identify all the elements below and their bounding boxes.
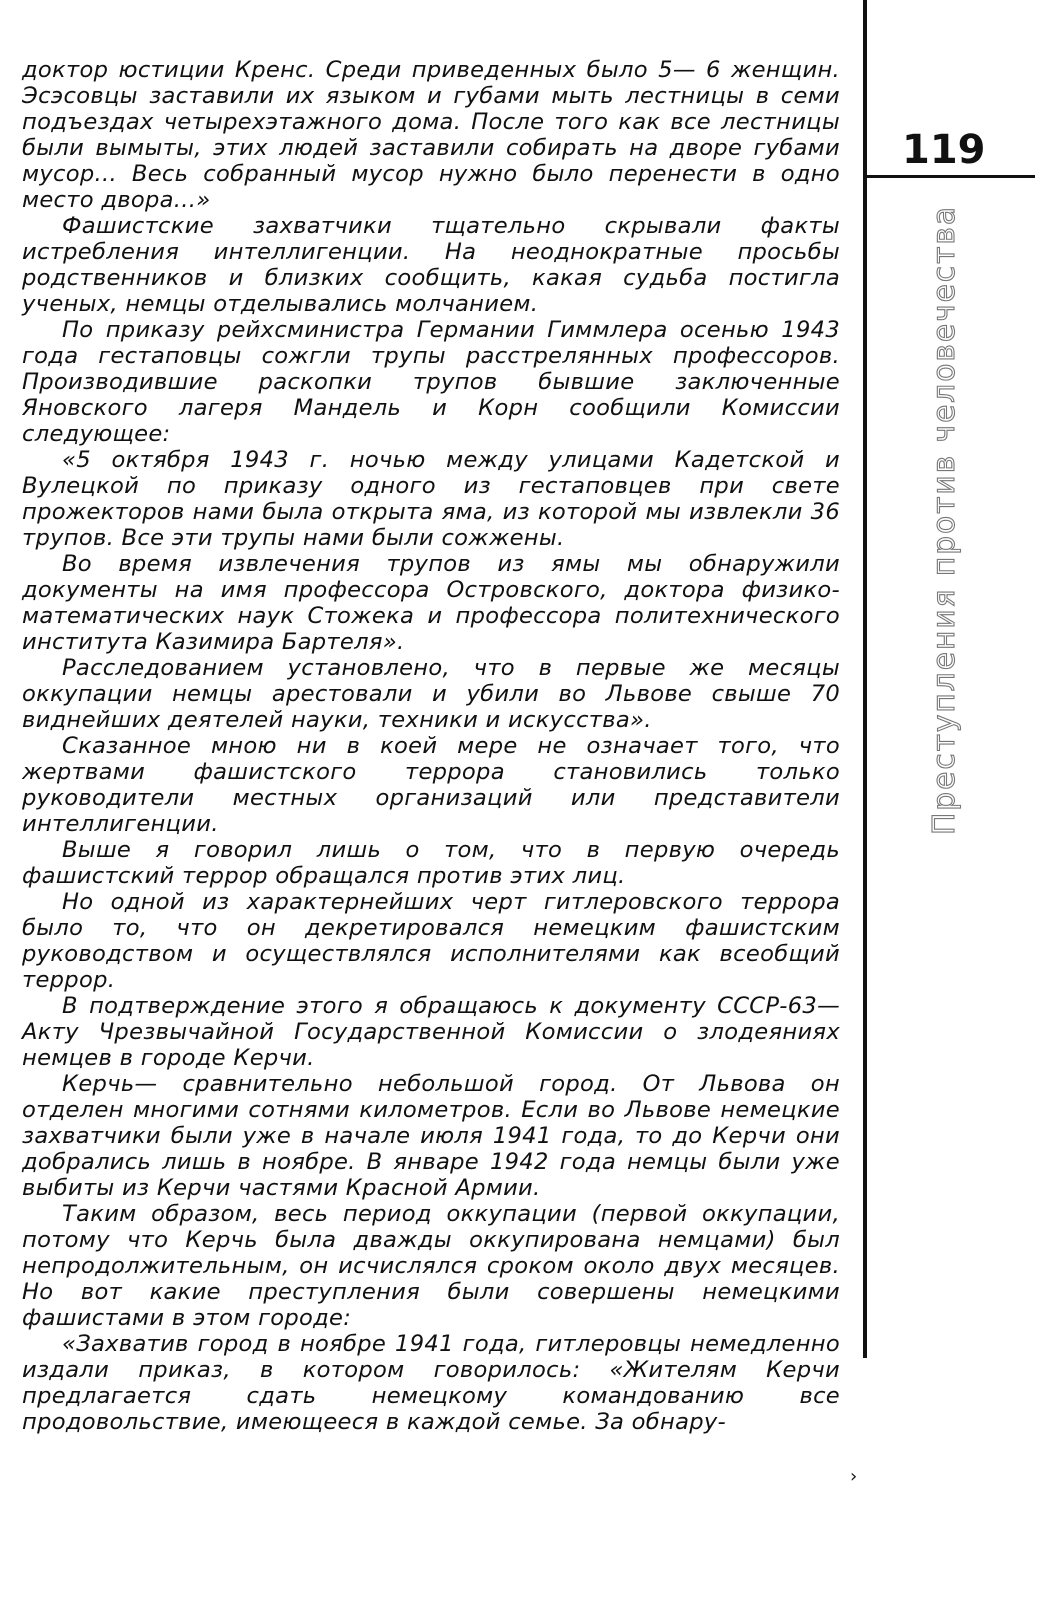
paragraph-12: Таким образом, весь период оккупации (первой оккупации, потому что Керчь была дважды оккупирована немцами) был непродолжительным, он исчислялся сроком около двух месяцев. Но вот какие преступления были совершены немецкими фашистами в этом городе:: [22, 1201, 840, 1331]
paragraph-7: Сказанное мною ни в коей мере не означает того, что жертвами фашистского террора становились только руководители местных организаций или представители интеллигенции.: [22, 733, 840, 837]
margin-horizontal-rule: [865, 175, 1035, 178]
continuation-mark: ›: [850, 1466, 858, 1487]
running-title-text: Преступления против человечества: [927, 198, 962, 835]
margin-vertical-rule: [863, 0, 867, 1358]
paragraph-5: Во время извлечения трупов из ямы мы обнаружили документы на имя профессора Островского, доктора физико-математических наук Стожека и профессора политехнического института Казимира Бартеля».: [22, 551, 840, 655]
body-text: [22, 57, 840, 1435]
paragraph-2: Фашистские захватчики тщательно скрывали факты истребления интеллигенции. На неоднократные просьбы родственников и близких сообщить, какая судьба постигла ученых, немцы отделывались молчанием.: [22, 213, 840, 317]
paragraph-1: доктор юстиции Кренс. Среди приведенных было 5— 6 женщин. Эсэсовцы заставили их языком и губами мыть лестницы в семи подъездах четырехэтажного дома. После того как все лестницы были вымыты, этих людей заставили собирать на дворе губами мусор... Весь собранный мусор нужно было перенести в одно место двора...»: [22, 57, 840, 213]
paragraph-10: В подтверждение этого я обращаюсь к документу СССР-63— Акту Чрезвычайной Государственной Комиссии о злодеяниях немцев в городе Керчи.: [22, 993, 840, 1071]
paragraph-4: «5 октября 1943 г. ночью между улицами Кадетской и Вулецкой по приказу одного из гестаповцев при свете прожекторов нами была открыта яма, из которой мы извлекли 36 трупов. Все эти трупы нами были сожжены.: [22, 447, 840, 551]
paragraph-6: Расследованием установлено, что в первые же месяцы оккупации немцы арестовали и убили во Львове свыше 70 виднейших деятелей науки, техники и искусства».: [22, 655, 840, 733]
paragraph-9: Но одной из характернейших черт гитлеровского террора было то, что он декретировался немецким фашистским руководством и осуществлялся исполнителями как всеобщий террор.: [22, 889, 840, 993]
paragraph-8: Выше я говорил лишь о том, что в первую очередь фашистский террор обращался против этих лиц.: [22, 837, 840, 889]
paragraph-11: Керчь— сравнительно небольшой город. От Львова он отделен многими сотнями километров. Если во Львове немецкие захватчики были уже в начале июля 1941 года, то до Керчи они добрались лишь в ноябре. В январе 1942 года немцы были уже выбиты из Керчи частями Красной Армии.: [22, 1071, 840, 1201]
running-title: [902, 195, 992, 845]
paragraph-13: «Захватив город в ноябре 1941 года, гитлеровцы немедленно издали приказ, в котором говорилось: «Жителям Керчи предлагается сдать немецкому командованию все продовольствие, имеющееся в каждой семье. За обнару-: [22, 1331, 840, 1435]
page-number: 119: [902, 127, 986, 173]
paragraph-3: По приказу рейхсминистра Германии Гиммлера осенью 1943 года гестаповцы сожгли трупы расстрелянных профессоров. Производившие раскопки трупов бывшие заключенные Яновского лагеря Мандель и Корн сообщили Комиссии следующее:: [22, 317, 840, 447]
